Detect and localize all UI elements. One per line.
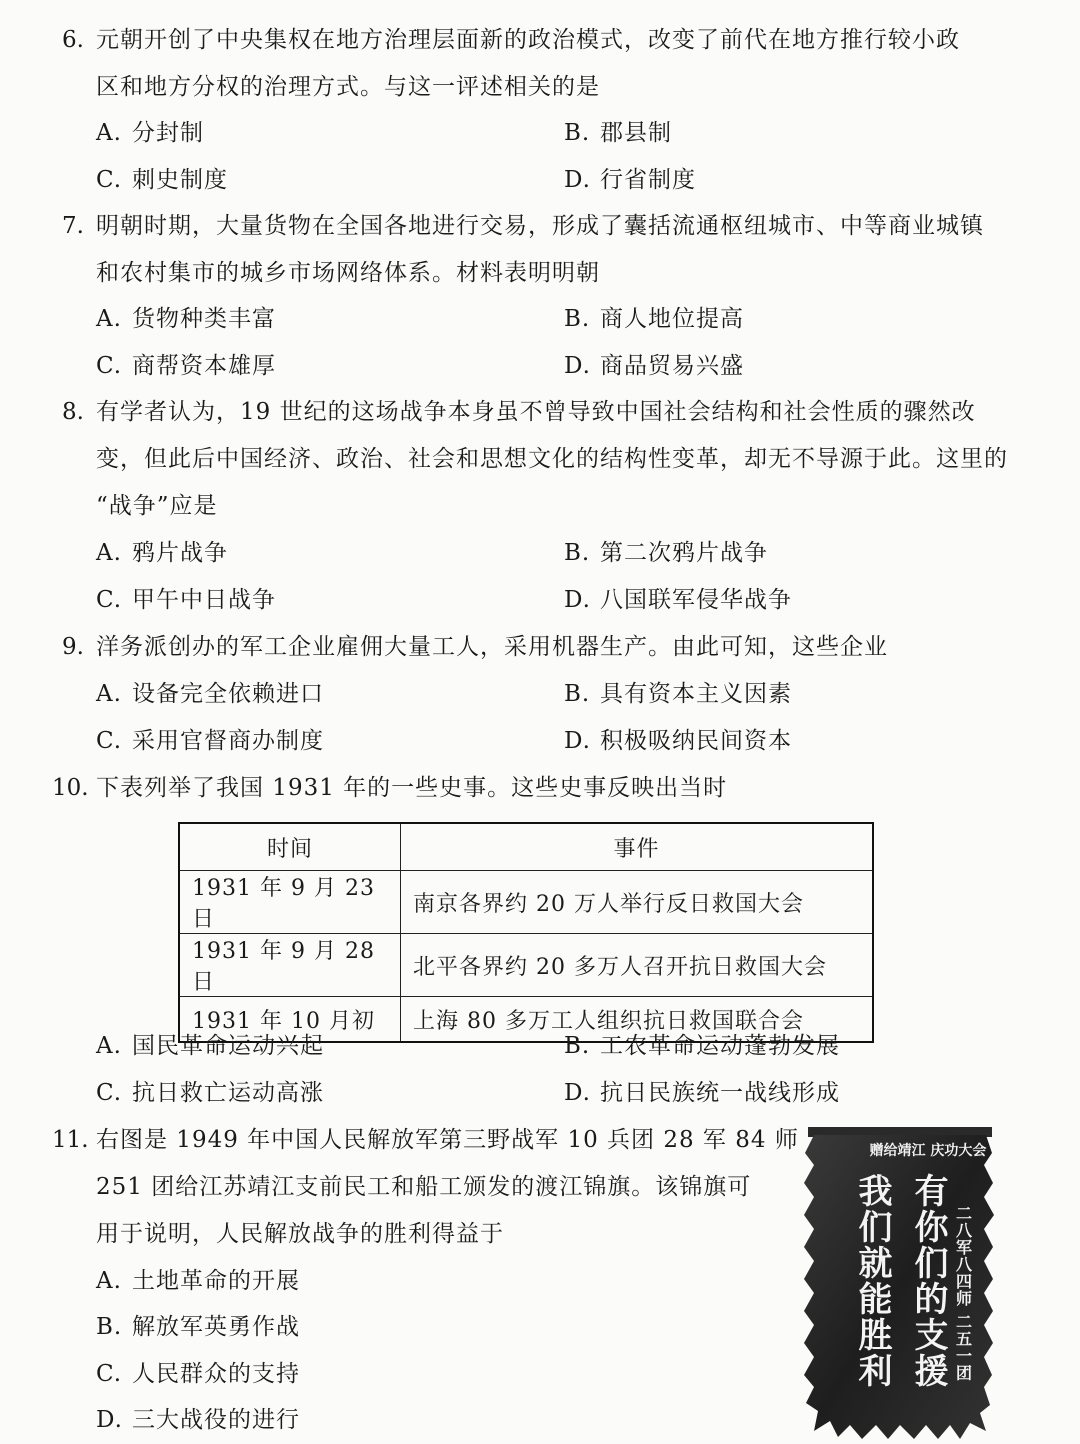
table-header-event: 事件 <box>401 823 874 871</box>
question-stem-line: 和农村集市的城乡市场网络体系。材料表明明朝 <box>96 260 600 286</box>
table-row <box>179 934 873 997</box>
question-stem-line: 251 团给江苏靖江支前民工和船工颁发的渡江锦旗。该锦旗可 <box>96 1174 752 1200</box>
question-stem-line: 明朝时期，大量货物在全国各地进行交易，形成了囊括流通枢纽城市、中等商业城镇 <box>96 213 984 239</box>
table-cell-time: 1931 年 10 月初 <box>179 997 401 1043</box>
question-stem-line: 下表列举了我国 1931 年的一些史事。这些史事反映出当时 <box>96 775 728 801</box>
option-b[interactable]: B. 解放军英勇作战 <box>96 1314 300 1340</box>
option-a[interactable]: A. 土地革命的开展 <box>96 1268 300 1294</box>
option-d[interactable]: D. 抗日民族统一战线形成 <box>564 1080 840 1106</box>
option-d[interactable]: D. 积极吸纳民间资本 <box>564 728 792 754</box>
banner-graphic <box>800 1125 998 1440</box>
banner-top-text: 赠给靖江 庆功大会 <box>869 1143 987 1159</box>
option-d[interactable]: D. 商品贸易兴盛 <box>564 353 744 379</box>
events-table <box>178 822 874 1043</box>
table-cell-time: 1931 年 9 月 23 日 <box>179 871 401 934</box>
banner-column-2: 我们就能胜利 <box>852 1173 892 1389</box>
option-c[interactable]: C. 甲午中日战争 <box>96 587 276 613</box>
question-number: 8. <box>62 399 84 425</box>
question-stem-line: 用于说明，人民解放战争的胜利得益于 <box>96 1221 504 1247</box>
option-a[interactable]: A. 设备完全依赖进口 <box>96 681 324 707</box>
banner-column-1: 有你们的支援 <box>908 1173 948 1389</box>
option-c[interactable]: C. 采用官督商办制度 <box>96 728 324 754</box>
question-number: 7. <box>62 213 84 239</box>
option-c[interactable]: C. 商帮资本雄厚 <box>96 353 276 379</box>
banner-column-3: 二八军八四师 二五一团 <box>953 1205 973 1382</box>
option-b[interactable]: B. 具有资本主义因素 <box>564 681 792 707</box>
table-cell-event: 南京各界约 20 万人举行反日救国大会 <box>401 871 874 934</box>
option-a[interactable]: A. 货物种类丰富 <box>96 306 276 332</box>
option-d[interactable]: D. 行省制度 <box>564 167 696 193</box>
option-b[interactable]: B. 商人地位提高 <box>564 306 744 332</box>
table-cell-event: 北平各界约 20 多万人召开抗日救国大会 <box>401 934 874 997</box>
question-number: 10. <box>52 775 89 801</box>
option-a[interactable]: A. 国民革命运动兴起 <box>96 1033 324 1059</box>
option-c[interactable]: C. 刺史制度 <box>96 167 228 193</box>
question-stem-line: 变，但此后中国经济、政治、社会和思想文化的结构性变革，却无不导源于此。这里的 <box>96 446 1008 472</box>
option-a[interactable]: A. 分封制 <box>96 120 204 146</box>
option-b[interactable]: B. 郡县制 <box>564 120 672 146</box>
option-b[interactable]: B. 第二次鸦片战争 <box>564 540 768 566</box>
question-number: 9. <box>62 634 84 660</box>
table-cell-event: 上海 80 多万工人组织抗日救国联合会 <box>401 997 874 1043</box>
question-number: 6. <box>62 27 84 53</box>
table-row <box>179 871 873 934</box>
river-crossing-banner-image <box>800 1125 998 1440</box>
option-d[interactable]: D. 三大战役的进行 <box>96 1407 300 1433</box>
option-c[interactable]: C. 抗日救亡运动高涨 <box>96 1080 324 1106</box>
question-stem-line: 右图是 1949 年中国人民解放军第三野战军 10 兵团 28 军 84 师 <box>96 1127 799 1153</box>
question-stem-line: 区和地方分权的治理方式。与这一评述相关的是 <box>96 74 600 100</box>
question-number: 11. <box>52 1127 89 1153</box>
option-a[interactable]: A. 鸦片战争 <box>96 540 228 566</box>
table-header-row <box>179 823 873 871</box>
question-stem-line: “战争”应是 <box>96 493 218 519</box>
question-stem-line: 有学者认为，19 世纪的这场战争本身虽不曾导致中国社会结构和社会性质的骤然改 <box>96 399 976 425</box>
option-d[interactable]: D. 八国联军侵华战争 <box>564 587 792 613</box>
option-c[interactable]: C. 人民群众的支持 <box>96 1361 300 1387</box>
table-cell-time: 1931 年 9 月 28 日 <box>179 934 401 997</box>
question-stem-line: 元朝开创了中央集权在地方治理层面新的政治模式，改变了前代在地方推行较小政 <box>96 27 960 53</box>
table-header-time: 时间 <box>179 823 401 871</box>
option-b[interactable]: B. 工农革命运动蓬勃发展 <box>564 1033 840 1059</box>
question-stem-line: 洋务派创办的军工企业雇佣大量工人，采用机器生产。由此可知，这些企业 <box>96 634 888 660</box>
